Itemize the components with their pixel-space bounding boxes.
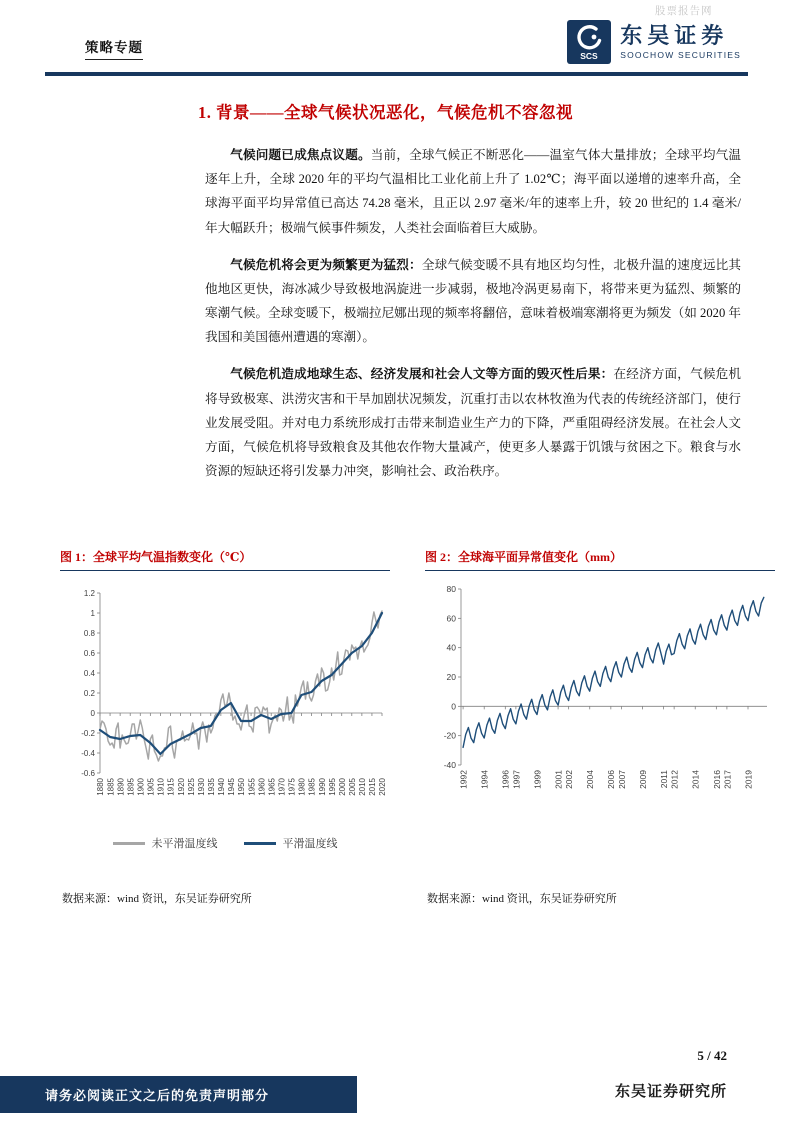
legend-label-smoothed: 平滑温度线 — [282, 838, 338, 850]
svg-text:0.4: 0.4 — [83, 669, 95, 678]
svg-text:2015: 2015 — [368, 778, 378, 796]
svg-text:1940: 1940 — [217, 778, 227, 796]
svg-text:2012: 2012 — [669, 770, 680, 789]
svg-text:1980: 1980 — [297, 778, 307, 796]
svg-text:2019: 2019 — [743, 770, 754, 789]
svg-text:2020: 2020 — [378, 778, 388, 796]
figure-temperature — [60, 548, 390, 916]
svg-text:2014: 2014 — [690, 770, 701, 789]
svg-text:1999: 1999 — [532, 770, 543, 789]
svg-text:1915: 1915 — [166, 778, 176, 796]
svg-text:1930: 1930 — [196, 778, 206, 796]
svg-text:2009: 2009 — [637, 770, 648, 789]
paragraph-body: 在经济方面，气候危机将导致极寒、洪涝灾害和干旱加剧状况频发，沉重打击以农林牧渔为代表的传统经济部门，使行业发展受阻。并对电力系统形成打击带来制造业生产力的下降，严重阻碍经济发展。在社会人文方面，气候危机将导致粮食及其他农作物大量减产，使更多人暴露于饥饿与贫困之下。粮食与水资源的短缺还将引发暴力冲突，影响社会、政治秩序。 — [205, 367, 742, 479]
header-divider — [45, 72, 748, 76]
svg-text:1990: 1990 — [317, 778, 327, 796]
paragraph-lead: 气候危机造成地球生态、经济发展和社会人文等方面的毁灭性后果： — [230, 367, 614, 382]
figure-2-source: 数据来源：wind 资讯，东吴证券研究所 — [427, 893, 617, 905]
svg-text:1880: 1880 — [96, 778, 106, 796]
svg-text:1960: 1960 — [257, 778, 267, 796]
report-category-label: 策略专题 — [85, 36, 143, 60]
paragraph-body: 全球气候变暖不具有地区均匀性，北极升温的速度远比其他地区更快，海冰减少导致极地涡旋进一步减弱，极地冷涡更易南下，将带来更为猛烈、频繁的寒潮气候。全球变暖下，极端拉尼娜出现的频率将翻倍，意味着极端寒潮将更为频发（如 2020 年我国和美国德州遭遇的寒潮）。 — [205, 257, 742, 345]
paragraph — [205, 143, 741, 240]
svg-text:1945: 1945 — [227, 778, 237, 796]
section-title: 1. 背景——全球气候状况恶化，气候危机不容忽视 — [198, 103, 573, 122]
footer-research-org: 东吴证券研究所 — [614, 1084, 727, 1100]
site-watermark: 股票报告网 — [655, 6, 713, 17]
chart-1-legend — [60, 835, 390, 851]
svg-text:0.6: 0.6 — [83, 649, 95, 658]
paragraph-body: 当前，全球气候正不断恶化——温室气体大量排放；全球平均气温逐年上升，全球 2020 年的平均气温相比工业化前上升了 1.02℃；海平面以递增的速率升高，全球海平面平均异常值已高达 74.28 毫米，且正以 2.97 毫米/年的速率上升，较 20 世纪的 1.4 毫米/年大幅跃升；极端气候事件频发，人类社会面临着巨大威胁。 — [205, 148, 742, 235]
legend-item-smoothed — [244, 835, 338, 851]
svg-text:1.2: 1.2 — [83, 589, 95, 598]
svg-text:1935: 1935 — [206, 778, 216, 796]
svg-text:2010: 2010 — [358, 778, 368, 796]
body-text-block — [205, 143, 741, 496]
figure-2-caption: 图 2：全球海平面异常值变化（mm） — [425, 548, 775, 571]
svg-text:2001: 2001 — [553, 770, 564, 789]
svg-text:0.8: 0.8 — [83, 629, 95, 638]
svg-text:-0.6: -0.6 — [81, 769, 95, 778]
smoothed-line-swatch — [244, 842, 276, 845]
temperature-line-chart — [60, 577, 390, 811]
svg-text:40: 40 — [446, 642, 456, 653]
legend-label-unsmoothed: 未平滑温度线 — [151, 838, 218, 850]
svg-text:1985: 1985 — [307, 778, 317, 796]
svg-text:1997: 1997 — [511, 770, 522, 789]
svg-text:2000: 2000 — [337, 778, 347, 796]
svg-text:1890: 1890 — [116, 778, 126, 796]
footer-disclaimer-bar — [0, 1076, 357, 1113]
svg-text:1970: 1970 — [277, 778, 287, 796]
svg-text:1975: 1975 — [287, 778, 297, 796]
brand-name-en: SOOCHOW SECURITIES — [620, 50, 741, 61]
legend-item-unsmoothed — [113, 835, 218, 851]
svg-text:1994: 1994 — [479, 770, 490, 789]
svg-text:20: 20 — [446, 672, 456, 682]
svg-text:1995: 1995 — [327, 778, 337, 796]
svg-text:2017: 2017 — [722, 770, 733, 789]
figure-1-caption: 图 1：全球平均气温指数变化（℃） — [60, 548, 390, 571]
figure-sea-level — [425, 548, 775, 916]
svg-text:1965: 1965 — [267, 778, 277, 796]
svg-text:0.2: 0.2 — [83, 689, 95, 698]
svg-text:1895: 1895 — [126, 778, 136, 796]
svg-text:0: 0 — [90, 709, 95, 718]
page-number: 5 / 42 — [697, 1048, 727, 1063]
svg-text:2006: 2006 — [606, 770, 617, 789]
svg-text:SCS: SCS — [580, 51, 598, 61]
figure-1-source: 数据来源：wind 资讯，东吴证券研究所 — [62, 893, 252, 905]
unsmoothed-line-swatch — [113, 842, 145, 845]
paragraph-lead: 气候问题已成焦点议题。 — [230, 148, 371, 162]
svg-text:0: 0 — [451, 701, 456, 712]
svg-text:60: 60 — [446, 613, 456, 624]
svg-text:2011: 2011 — [658, 770, 669, 789]
svg-text:1950: 1950 — [237, 778, 247, 796]
svg-text:1900: 1900 — [136, 778, 146, 796]
svg-text:1885: 1885 — [106, 778, 116, 796]
svg-text:2002: 2002 — [564, 770, 575, 789]
svg-text:-0.4: -0.4 — [81, 749, 95, 758]
svg-text:1992: 1992 — [458, 770, 469, 789]
brand-block — [567, 20, 741, 64]
svg-text:2007: 2007 — [616, 770, 627, 789]
svg-text:1905: 1905 — [146, 778, 156, 796]
paragraph — [205, 253, 741, 350]
paragraph-lead: 气候危机将会更为频繁更为猛烈： — [230, 257, 422, 272]
svg-text:2004: 2004 — [585, 770, 596, 789]
svg-text:80: 80 — [446, 584, 456, 594]
svg-text:1996: 1996 — [500, 770, 511, 789]
brand-text — [620, 24, 741, 60]
svg-text:-0.2: -0.2 — [81, 729, 95, 738]
svg-text:1920: 1920 — [176, 778, 186, 796]
brand-name-cn: 东吴证券 — [620, 22, 729, 48]
svg-text:1925: 1925 — [186, 778, 196, 796]
svg-text:2016: 2016 — [711, 770, 722, 789]
soochow-logo-icon — [567, 20, 611, 64]
svg-text:1910: 1910 — [156, 778, 166, 796]
sea-level-line-chart — [425, 577, 775, 805]
footer-disclaimer-text: 请务必阅读正文之后的免责声明部分 — [45, 1088, 270, 1103]
svg-text:-20: -20 — [443, 730, 456, 741]
svg-text:2005: 2005 — [347, 778, 357, 796]
svg-text:-40: -40 — [443, 760, 456, 770]
paragraph — [205, 362, 741, 483]
svg-text:1: 1 — [90, 609, 95, 618]
svg-text:1955: 1955 — [247, 778, 257, 796]
